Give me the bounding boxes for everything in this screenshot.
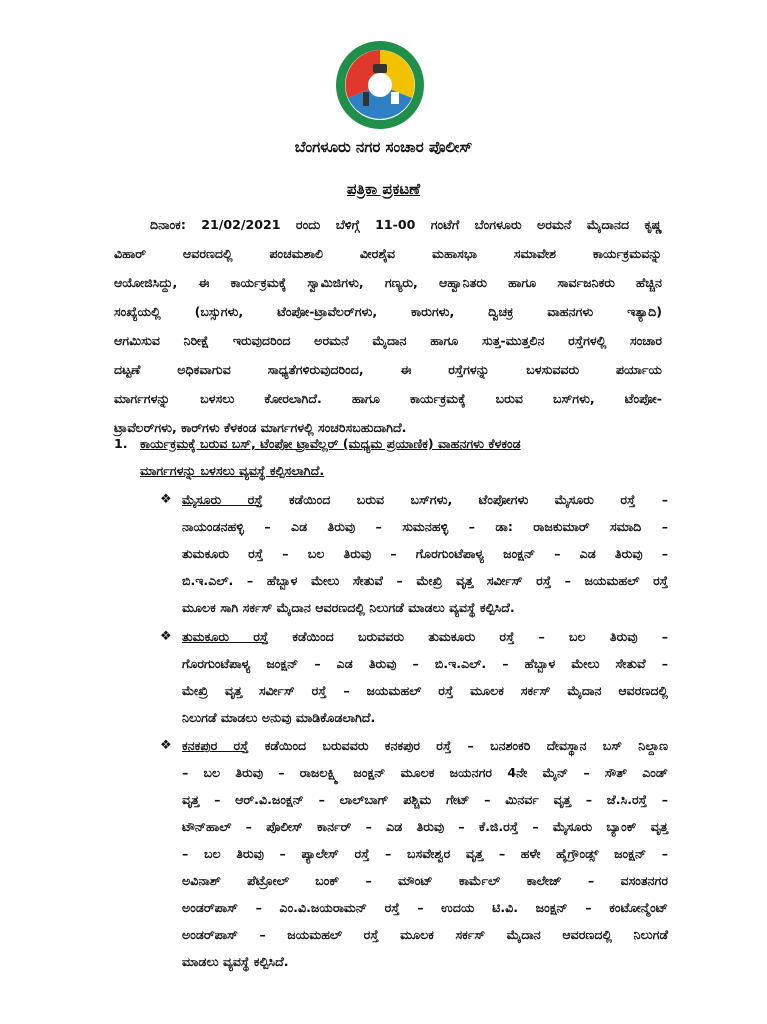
route-line: ನಾಯಂಡನಹಳ್ಳಿ – ಎಡ ತಿರುವು – ಸುಮನಹಳ್ಳಿ – ಡಾ: ರಾಜಕುಮಾರ್ ಸಮಾದಿ –	[182, 519, 668, 534]
route-head: ಕನಕಪುರ ರಸ್ತೆ	[182, 738, 249, 753]
intro-line: ಆಯೋಜಿಸಿದ್ದು, ಈ ಕಾರ್ಯಕ್ರಮಕ್ಕೆ ಸ್ವಾಮಿಜಿಗಳು, ಗಣ್ಯರು, ಆಹ್ವಾನಿತರು ಹಾಗೂ ಸಾರ್ವಜನಿಕರು ಹೆಚ್ಚಿನ	[114, 275, 662, 290]
route-line: ಕಡೆಯಿಂದ ಬರುವವರು ಕನಕಪುರ ರಸ್ತೆ – ಬನಶಂಕರಿ ದೇವಸ್ಥಾನ ಬಸ್ ನಿಲ್ದಾಣ	[248, 738, 668, 753]
route-line: ಗೊರಗುಂಟೆಪಾಳ್ಯ ಜಂಕ್ಷನ್ – ಎಡ ತಿರುವು – ಬಿ.ಇ.ಎಲ್. – ಹೆಬ್ಬಾಳ ಮೇಲು ಸೇತುವೆ –	[182, 656, 668, 671]
route-head: ತುಮಕೂರು ರಸ್ತೆ	[182, 629, 269, 644]
intro-line: ಆಗಮಿಸುವ ನಿರೀಕ್ಷೆ ಇರುವುದರಿಂದ ಅರಮನೆ ಮೈದಾನ ಹಾಗೂ ಸುತ್ತ-ಮುತ್ತಲಿನ ರಸ್ತೆಗಳಲ್ಲಿ ಸಂಚಾರ	[114, 333, 662, 348]
route-line: ಮಾಡಲು ವ್ಯವಸ್ಥೆ ಕಲ್ಪಿಸಿದೆ.	[182, 954, 289, 969]
route-line: ಕಡೆಯಿಂದ ಬರುವ ಬಸ್‌ಗಳು, ಟೆಂಪೋಗಳು ಮೈಸೂರು ರಸ್ತೆ –	[262, 492, 668, 507]
page-subtitle: ಪತ್ರಿಕಾ ಪ್ರಕಟಣೆ	[346, 180, 421, 198]
intro-line: ವಿಹಾರ್ ಆವರಣದಲ್ಲಿ ಪಂಚಮಶಾಲಿ ವೀರಶೈವ ಮಹಾಸಭಾ ಸಮಾವೇಶ ಕಾರ್ಯಕ್ರಮವನ್ನು	[114, 246, 662, 261]
route-line: – ಬಲ ತಿರುವು – ಪ್ಯಾಲೇಸ್ ರಸ್ತೆ – ಬಸವೇಶ್ವರ ವೃತ್ತ – ಹಳೇ ಹೈಗ್ರೌಂಡ್ಸ್ ಜಂಕ್ಷನ್ –	[182, 846, 668, 861]
route-line: ವೃತ್ತ – ಆರ್.ವಿ.ಜಂಕ್ಷನ್ – ಲಾಲ್‌ಬಾಗ್ ಪಶ್ಚಿಮ ಗೇಟ್ – ಮಿನರ್ವ ವೃತ್ತ – ಜೆ.ಸಿ.ರಸ್ತೆ –	[182, 792, 668, 807]
intro-line: ಟ್ರಾವೆಲರ್‌ಗಳು, ಕಾರ್‌ಗಳು ಕೆಳಕಂಡ ಮಾರ್ಗಗಳಲ್ಲಿ ಸಂಚರಿಸಬಹುದಾಗಿದೆ.	[114, 420, 407, 435]
section-number: 1.	[114, 436, 128, 451]
route-line: ಬಿ.ಇ.ಎಲ್. – ಹೆಬ್ಬಾಳ ಮೇಲು ಸೇತುವೆ – ಮೇಖ್ರಿ ವೃತ್ತ ಸರ್ವೀಸ್ ರಸ್ತೆ – ಜಯಮಹಲ್ ರಸ್ತೆ	[182, 573, 668, 588]
diamond-bullet-icon: ❖	[160, 629, 172, 644]
intro-line: ಮಾರ್ಗಗಳನ್ನು ಬಳಸಲು ಕೋರಲಾಗಿದೆ. ಹಾಗೂ ಕಾರ್ಯಕ್ರಮಕ್ಕೆ ಬರುವ ಬಸ್‌ಗಳು, ಟೆಂಪೋ-	[114, 391, 662, 406]
route-line: – ಬಲ ತಿರುವು – ರಾಜಲಕ್ಷ್ಮಿ ಜಂಕ್ಷನ್ ಮೂಲಕ ಜಯನಗರ 4ನೇ ಮೈನ್ – ಸೌತ್ ಎಂಡ್	[182, 765, 668, 780]
route-line: ತುಮಕೂರು ರಸ್ತೆ – ಬಲ ತಿರುವು – ಗೊರಗುಂಟೆಪಾಳ್ಯ ಜಂಕ್ಷನ್ – ಎಡ ತಿರುವು –	[182, 546, 668, 561]
route-line: ನಿಲುಗಡೆ ಮಾಡಲು ಅನುವು ಮಾಡಿಕೊಡಲಾಗಿದೆ.	[182, 710, 376, 725]
intro-paragraph	[114, 210, 662, 442]
bengaluru-traffic-police-emblem-icon	[335, 40, 425, 130]
route-line: ಮೇಖ್ರಿ ವೃತ್ತ ಸರ್ವೀಸ್ ರಸ್ತೆ – ಜಯಮಹಲ್ ರಸ್ತೆ ಮೂಲಕ ಸರ್ಕಸ್ ಮೈದಾನ ಆವರಣದಲ್ಲಿ	[182, 683, 668, 698]
intro-line: ಸಂಖ್ಯೆಯಲ್ಲಿ (ಬಸ್ಸುಗಳು, ಟೆಂಪೋ-ಟ್ರಾವೆಲರ್‌ಗಳು, ಕಾರುಗಳು, ದ್ವಿಚಕ್ರ ವಾಹನಗಳು ಇತ್ಯಾದಿ)	[114, 304, 662, 319]
diamond-bullet-icon: ❖	[160, 492, 172, 507]
route-line: ಟೌನ್‌ಹಾಲ್ – ಪೊಲೀಸ್ ಕಾರ್ನರ್ – ಎಡ ತಿರುವು – ಕೆ.ಜಿ.ರಸ್ತೆ – ಮೈಸೂರು ಬ್ಯಾಂಕ್ ವೃತ್ತ	[182, 819, 668, 834]
page-title: ಬೆಂಗಳೂರು ನಗರ ಸಂಚಾರ ಪೊಲೀಸ್	[294, 138, 473, 156]
section-heading-line: ಕಾರ್ಯಕ್ರಮಕ್ಕೆ ಬರುವ ಬಸ್, ಟೆಂಪೋ ಟ್ರಾವೆಲ್ಲರ್ (ಮಧ್ಯಮ ಪ್ರಯಾಣಿಕ) ವಾಹನಗಳು ಕೆಳಕಂಡ	[140, 436, 521, 451]
route-line: ಅಂಡರ್‌ಪಾಸ್ – ಎಂ.ವಿ.ಜಯರಾಮನ್ ರಸ್ತೆ – ಉದಯ ಟಿ.ವಿ. ಜಂಕ್ಷನ್ – ಕಂಟೋನ್ಮೆಂಟ್	[182, 900, 668, 915]
diamond-bullet-icon: ❖	[160, 738, 172, 753]
intro-line: ದಿನಾಂಕ: 21/02/2021 ರಂದು ಬೆಳಿಗ್ಗೆ 11-00 ಗಂಟೆಗೆ ಬೆಂಗಳೂರು ಅರಮನೆ ಮೈದಾನದ ಕೃಷ್ಣ	[150, 217, 662, 232]
intro-line: ದಟ್ಟಣೆ ಅಧಿಕವಾಗುವ ಸಾಧ್ಯತೆಗಳಿರುವುದರಿಂದ, ಈ ರಸ್ತೆಗಳನ್ನು ಬಳಸುವವರು ಪರ್ಯಾಯ	[114, 362, 662, 377]
route-head: ಮೈಸೂರು ರಸ್ತೆ	[182, 492, 263, 507]
route-line: ಅವಿನಾಶ್ ಪೆಟ್ರೋಲ್ ಬಂಕ್ – ಮೌಂಟ್ ಕಾರ್ಮೆಲ್ ಕಾಲೇಜ್ – ವಸಂತನಗರ	[182, 873, 668, 888]
route-line: ಅಂಡರ್‌ಪಾಸ್ – ಜಯಮಹಲ್ ರಸ್ತೆ ಮೂಲಕ ಸರ್ಕಸ್ ಮೈದಾನ ಆವರಣದಲ್ಲಿ ನಿಲುಗಡೆ	[182, 927, 668, 942]
section-heading-line: ಮಾರ್ಗಗಳನ್ನು ಬಳಸಲು ವ್ಯವಸ್ಥೆ ಕಲ್ಪಿಸಲಾಗಿದೆ.	[140, 463, 325, 478]
traffic-police-logo	[335, 40, 425, 130]
route-line: ಕಡೆಯಿಂದ ಬರುವವರು ತುಮಕೂರು ರಸ್ತೆ – ಬಲ ತಿರುವು –	[268, 629, 669, 644]
route-line: ಮೂಲಕ ಸಾಗಿ ಸರ್ಕಸ್ ಮೈದಾನ ಆವರಣದಲ್ಲಿ ನಿಲುಗಡೆ ಮಾಡಲು ವ್ಯವಸ್ಥೆ ಕಲ್ಪಿಸಿದೆ.	[182, 600, 515, 615]
